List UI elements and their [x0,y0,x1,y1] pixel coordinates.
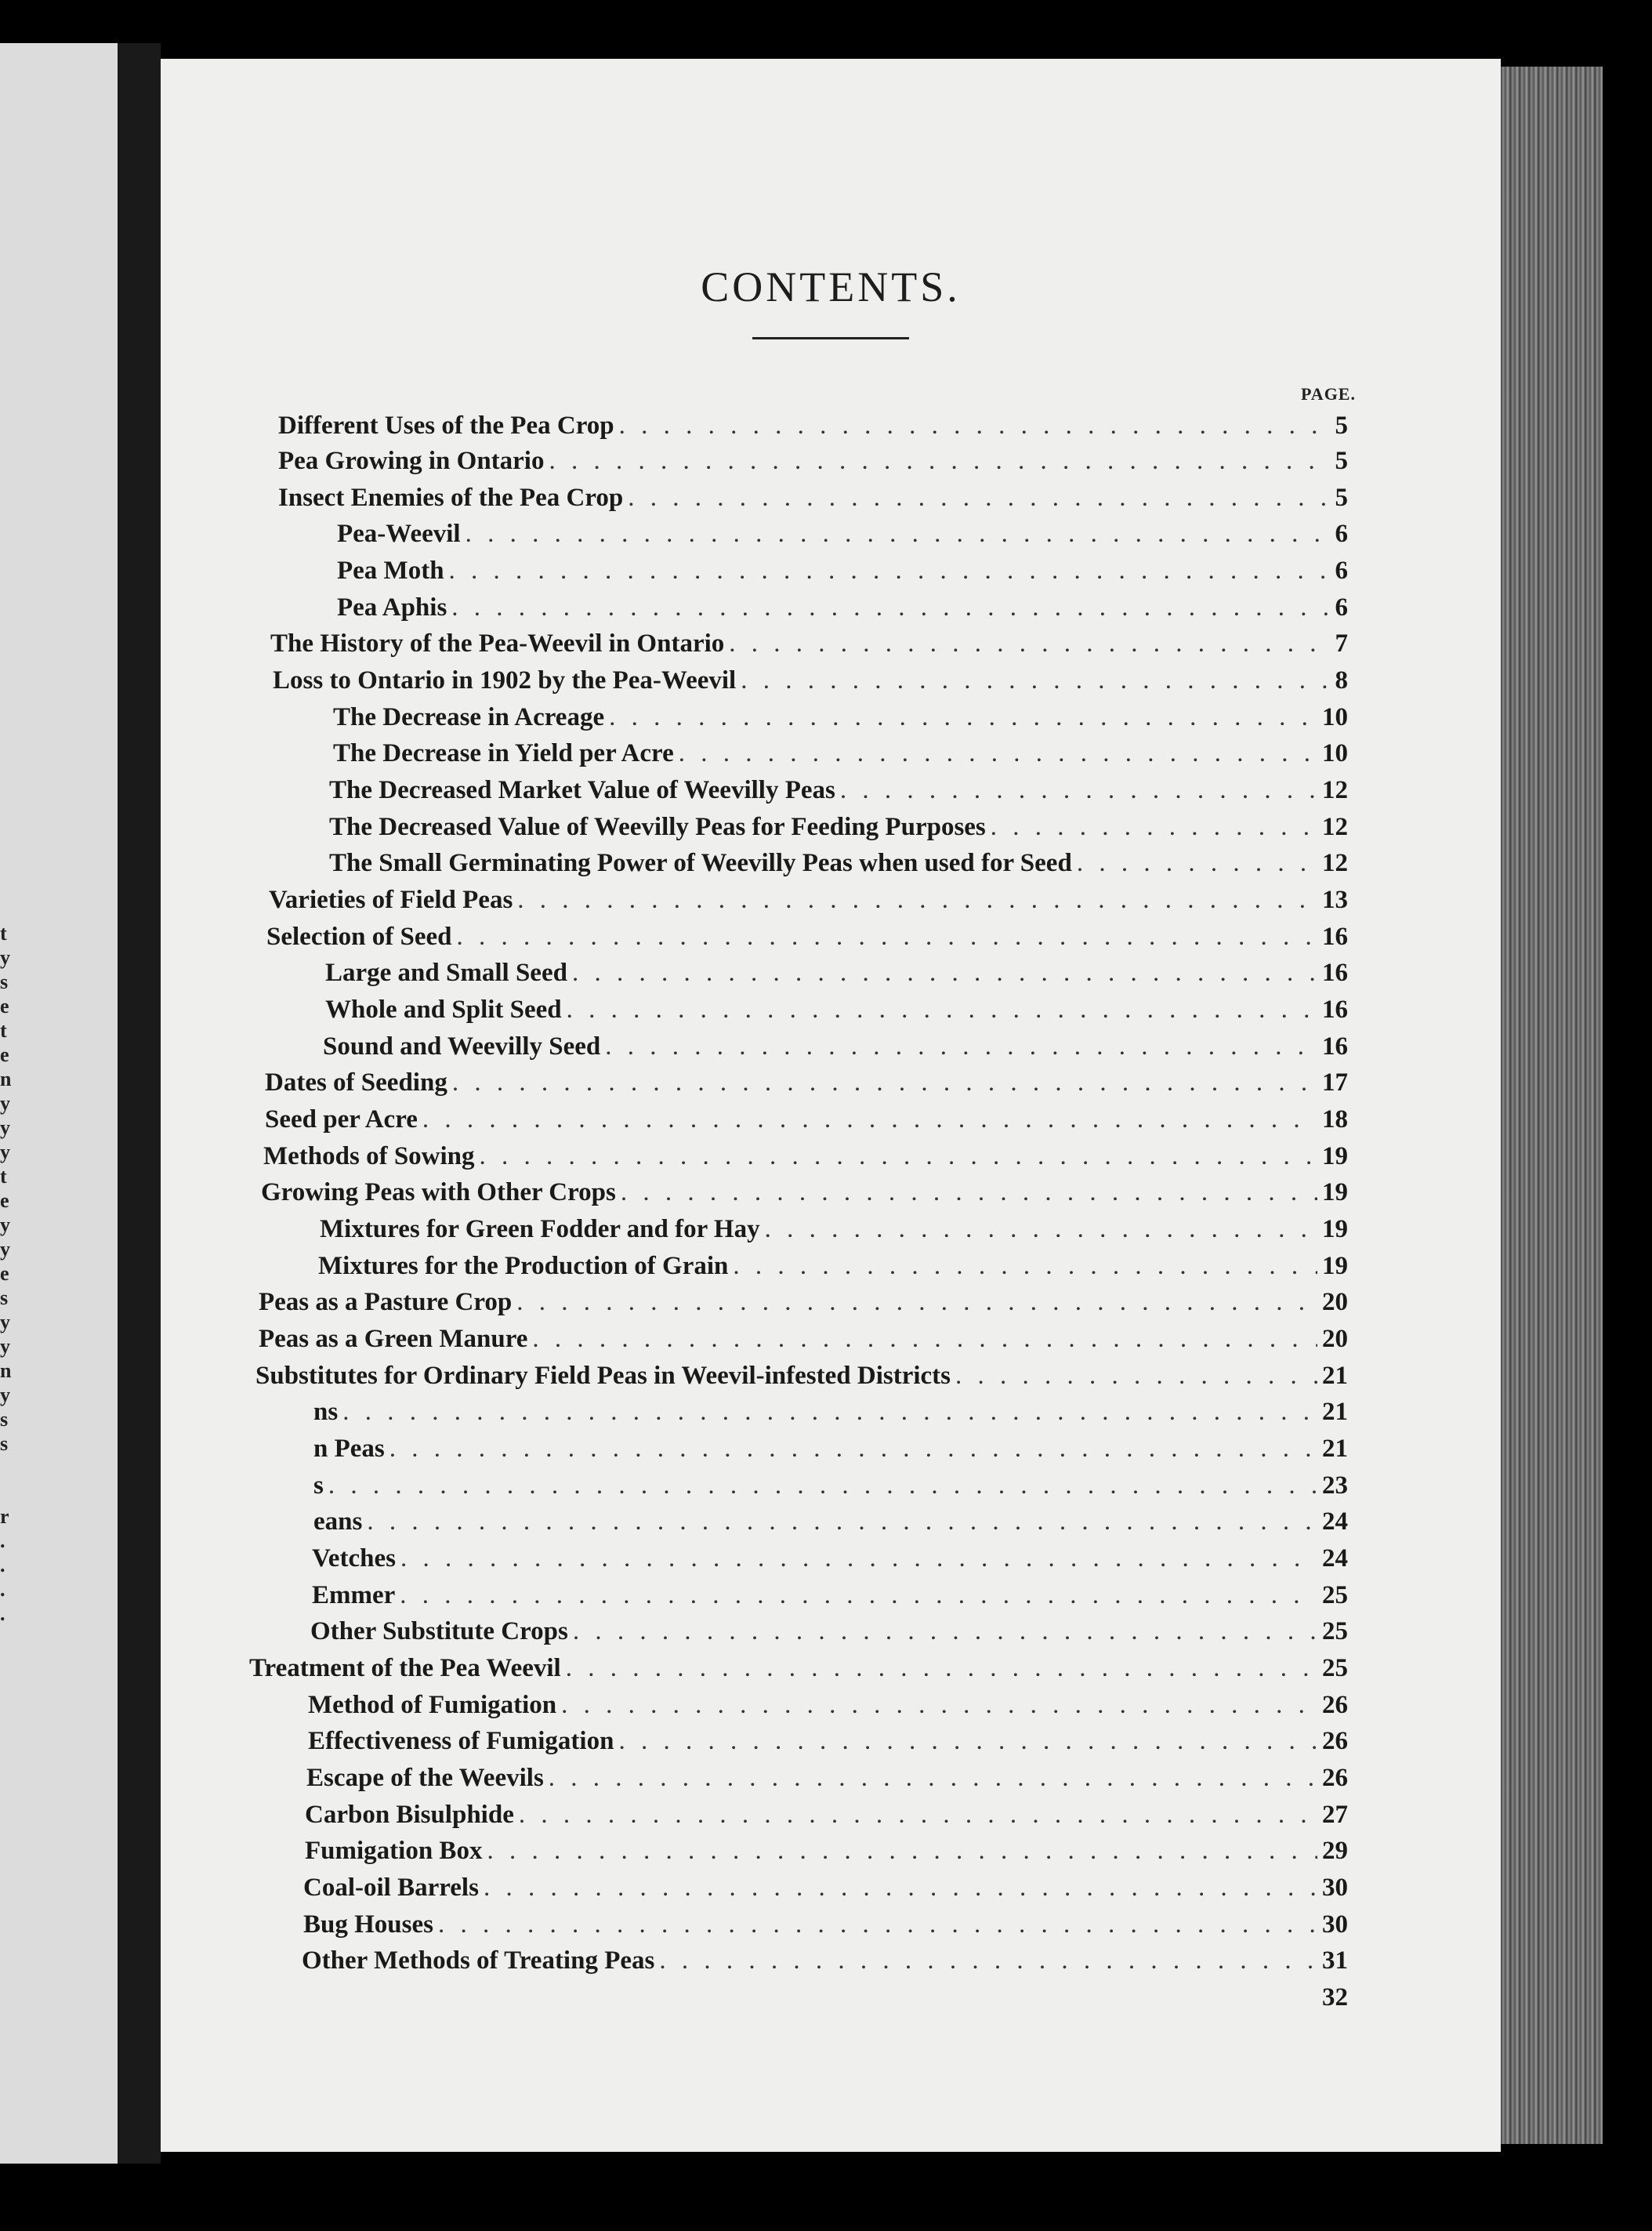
facing-page-fragment: y [0,1238,10,1261]
toc-entry[interactable] [329,813,1348,844]
toc-entry[interactable] [278,484,1348,515]
page-column-header: PAGE. [1301,384,1356,404]
toc-entry-title: Sound and Weevilly Seed [323,1032,601,1061]
toc-entry[interactable] [313,1398,1348,1429]
toc-entry-title: Bug Houses [303,1910,433,1939]
toc-entry-title: Methods of Sowing [263,1142,475,1170]
facing-page-fragment: t [0,1165,7,1188]
toc-entry-page-number: 12 [1322,849,1348,877]
toc-entry[interactable] [337,557,1348,588]
toc-entry[interactable] [302,1983,1348,2015]
toc-entry-page-number: 19 [1322,1252,1348,1280]
dot-leader [566,1654,1317,1683]
facing-page-fragment: y [0,1335,10,1358]
toc-entry[interactable] [255,1362,1348,1393]
page-fore-edge [1501,67,1603,2144]
toc-entry[interactable] [303,1874,1348,1905]
toc-entry-title: The Decreased Value of Weevilly Peas for Feeding Purposes [329,813,986,841]
book-gutter [118,43,161,2164]
facing-page-fragment: . [0,1529,5,1552]
toc-entry-page-number: 21 [1322,1398,1348,1426]
toc-entry-title: Pea-Weevil [337,520,461,548]
toc-entry-title: Effectiveness of Fumigation [308,1727,614,1755]
dot-leader [466,520,1331,549]
toc-entry-page-number: 21 [1322,1362,1348,1390]
title-rule [752,337,909,339]
facing-page-fragment: . [0,1602,5,1625]
facing-page-fragment [0,1456,16,1480]
toc-entry-page-number: 16 [1322,996,1348,1024]
toc-entry[interactable] [313,1435,1348,1466]
facing-page [0,43,133,2164]
dot-leader [729,629,1330,658]
dot-leader [342,1398,1317,1427]
dot-leader [733,1252,1317,1281]
toc-entry-title: Escape of the Weevils [306,1764,544,1792]
toc-entry-page-number: 25 [1322,1581,1348,1609]
facing-page-text [0,921,16,1626]
toc-entry-title: Mixtures for the Production of Grain [318,1252,729,1280]
dot-leader [572,959,1317,988]
facing-page-fragment: s [0,1286,9,1309]
toc-entry-page-number: 17 [1322,1068,1348,1097]
facing-page-fragment: e [0,1189,9,1212]
dot-leader [480,1142,1317,1171]
toc-entry-title: Mixtures for Green Fodder and for Hay [320,1215,760,1243]
facing-page-fragment: y [0,1092,10,1115]
toc-entry-page-number: 6 [1335,557,1348,585]
dot-leader [561,1691,1317,1720]
toc-entry-title: Method of Fumigation [308,1691,557,1719]
dot-leader [628,484,1330,513]
facing-page-fragment: e [0,1262,9,1285]
facing-page-fragment: n [0,1359,12,1382]
toc-entry-title: Loss to Ontario in 1902 by the Pea-Weevil [273,666,737,695]
toc-entry[interactable] [270,629,1348,661]
facing-page-fragment: t [0,922,7,945]
toc-entry-title: Growing Peas with Other Crops [261,1178,616,1206]
toc-entry-title: eans [313,1507,363,1536]
toc-entry-title: The History of the Pea-Weevil in Ontario [270,629,725,658]
toc-entry[interactable] [302,1946,1348,1978]
facing-page-fragment: n [0,1068,12,1090]
toc-entry[interactable] [337,593,1348,625]
toc-entry-title: Pea Moth [337,557,444,585]
toc-entry[interactable] [266,923,1348,954]
toc-entry-title: Coal-oil Barrels [303,1874,479,1902]
toc-entry-title: Pea Aphis [337,593,447,622]
toc-entry-page-number: 16 [1322,959,1348,987]
toc-entry-title: Fumigation Box [305,1837,483,1865]
dot-leader [741,666,1330,695]
toc-entry-page-number: 20 [1322,1288,1348,1316]
toc-entry-title: Other Substitute Crops [310,1617,568,1645]
toc-entry-page-number: 30 [1322,1874,1348,1902]
toc-entry[interactable] [333,739,1348,771]
toc-entry-page-number: 8 [1335,666,1348,695]
toc-entry[interactable] [308,1691,1348,1722]
toc-entry-title: Substitutes for Ordinary Field Peas in Weevil-infested Districts [255,1362,951,1390]
toc-entry-title: Varieties of Field Peas [269,886,513,914]
facing-page-fragment: s [0,970,9,993]
dot-leader [1077,849,1317,878]
toc-entry[interactable] [259,1325,1348,1356]
toc-entry-page-number: 6 [1335,520,1348,548]
dot-leader [487,1837,1317,1866]
toc-entry[interactable] [249,1654,1348,1685]
toc-entry-title: Selection of Seed [266,923,452,951]
toc-entry-page-number: 25 [1322,1654,1348,1682]
toc-entry-title: Treatment of the Pea Weevil [249,1654,561,1682]
facing-page-fragment: r [0,1505,9,1528]
facing-page-fragment: . [0,1554,5,1576]
toc-entry-page-number: 26 [1322,1727,1348,1755]
toc-entry[interactable] [313,1471,1348,1503]
toc-entry-page-number: 7 [1335,629,1348,658]
toc-entry[interactable] [273,666,1348,698]
toc-entry[interactable] [337,520,1348,551]
toc-entry[interactable] [278,447,1348,478]
toc-entry-title: Emmer [312,1581,396,1609]
dot-leader [389,1435,1317,1464]
toc-entry-title: The Decrease in Yield per Acre [333,739,674,767]
toc-entry-page-number: 19 [1322,1215,1348,1243]
toc-entry-title: Peas as a Pasture Crop [259,1288,513,1316]
toc-entry-title: Whole and Split Seed [325,996,562,1024]
toc-entry-page-number: 16 [1322,923,1348,951]
dot-leader [679,739,1317,768]
toc-entry-page-number: 24 [1322,1544,1348,1573]
toc-entry-title: s [313,1471,324,1500]
toc-entry-page-number: 30 [1322,1910,1348,1939]
toc-entry-page-number: 16 [1322,1032,1348,1061]
toc-entry[interactable] [265,1068,1348,1100]
dot-leader [955,1362,1317,1391]
dot-leader [367,1507,1317,1536]
dot-leader [567,996,1317,1025]
toc-entry[interactable] [325,959,1348,990]
toc-entry-page-number: 12 [1322,813,1348,841]
dot-leader [449,557,1331,586]
toc-entry-page-number: 26 [1322,1691,1348,1719]
facing-page-fragment: e [0,1043,9,1066]
dot-leader [765,1215,1317,1244]
toc-entry[interactable] [265,1105,1348,1137]
toc-entry-title: Peas as a Green Manure [259,1325,528,1353]
toc-entry-page-number: 10 [1322,739,1348,767]
dot-leader [438,1910,1317,1939]
toc-entry[interactable] [306,1764,1348,1795]
facing-page-fragment: y [0,946,10,969]
toc-entry[interactable] [263,1142,1348,1174]
dot-leader [573,1617,1317,1646]
facing-page-fragment: s [0,1432,9,1455]
dot-leader [618,1727,1317,1756]
dot-leader [991,813,1317,842]
toc-entry[interactable] [320,1215,1348,1246]
dot-leader [400,1581,1317,1610]
toc-entry-page-number: 18 [1322,1105,1348,1134]
toc-entry-title: Large and Small Seed [325,959,567,987]
toc-entry[interactable] [312,1544,1348,1576]
toc-entry[interactable] [303,1910,1348,1942]
facing-page-fragment: y [0,1116,10,1139]
toc-entry-page-number: 29 [1322,1837,1348,1865]
toc-entry[interactable] [305,1837,1348,1868]
dot-leader [519,1801,1317,1830]
toc-entry-page-number: 25 [1322,1617,1348,1645]
toc-entry-page-number: 19 [1322,1142,1348,1170]
toc-entry[interactable] [305,1801,1348,1832]
toc-entry-page-number: 5 [1335,447,1348,475]
dot-leader [422,1105,1317,1134]
dot-leader [484,1874,1317,1903]
toc-entry-page-number: 21 [1322,1435,1348,1463]
dot-leader [621,1178,1317,1207]
toc-entry[interactable] [318,1252,1348,1283]
toc-entry-page-number: 20 [1322,1325,1348,1353]
toc-entry-title: Different Uses of the Pea Crop [278,412,614,440]
toc-entry-title: Other Methods of Treating Peas [302,1946,655,1975]
dot-leader [532,1325,1317,1354]
toc-entry-page-number: 23 [1322,1471,1348,1500]
facing-page-fragment: y [0,1311,10,1333]
dot-leader [452,1068,1317,1097]
facing-page-fragment: y [0,1213,10,1236]
toc-entry-title: ns [313,1398,339,1426]
toc-entry-page-number: 13 [1322,886,1348,914]
toc-entry-page-number: 24 [1322,1507,1348,1536]
toc-entry[interactable] [323,1032,1348,1064]
toc-entry-page-number: 27 [1322,1801,1348,1829]
dot-leader [840,776,1317,805]
toc-entry[interactable] [308,1727,1348,1758]
toc-entry-title: n Peas [313,1435,385,1463]
toc-entry-page-number: 32 [1322,1983,1348,2012]
toc-entry-title: Insect Enemies of the Pea Crop [278,484,624,512]
toc-entry-page-number: 10 [1322,703,1348,731]
toc-entry[interactable] [329,776,1348,807]
toc-entry-page-number: 26 [1322,1764,1348,1792]
facing-page-fragment [0,1480,16,1504]
facing-page-fragment: e [0,995,9,1018]
toc-entry-title: The Decrease in Acreage [333,703,605,731]
dot-leader [549,1764,1317,1793]
toc-entry-title: Pea Growing in Ontario [278,447,545,475]
facing-page-fragment: y [0,1384,10,1406]
toc-entry-title: Carbon Bisulphide [305,1801,514,1829]
toc-entry-title: Seed per Acre [265,1105,418,1134]
toc-entry-page-number: 5 [1335,412,1348,440]
toc-entry-title: Dates of Seeding [265,1068,447,1097]
toc-entry[interactable] [261,1178,1348,1210]
toc-entry[interactable] [329,849,1348,880]
dot-leader [619,412,1331,441]
toc-entry[interactable] [310,1617,1348,1649]
toc-entry-page-number: 31 [1322,1946,1348,1975]
dot-leader [516,1288,1317,1317]
toc-entry[interactable] [269,886,1348,917]
toc-entry-page-number: 6 [1335,593,1348,622]
dot-leader [451,593,1330,622]
dot-leader [609,703,1317,732]
toc-entry[interactable] [313,1507,1348,1539]
facing-page-fragment: . [0,1578,5,1601]
dot-leader [605,1032,1317,1061]
toc-entry-page-number: 19 [1322,1178,1348,1206]
page-title: CONTENTS. [701,263,961,310]
facing-page-fragment: s [0,1408,9,1431]
toc-entry-page-number: 12 [1322,776,1348,804]
toc-entry[interactable] [325,996,1348,1027]
facing-page-fragment: y [0,1141,10,1163]
dot-leader [549,447,1330,476]
toc-entry[interactable] [259,1288,1348,1319]
dot-leader [456,923,1317,952]
dot-leader [328,1471,1317,1500]
toc-entry-title: Vetches [312,1544,396,1573]
toc-entry-title: The Small Germinating Power of Weevilly Peas when used for Seed [329,849,1072,877]
toc-entry-page-number: 5 [1335,484,1348,512]
toc-entry[interactable] [312,1581,1348,1612]
toc-entry[interactable] [278,412,1348,443]
dot-leader [517,886,1317,915]
dot-leader [659,1946,1317,1975]
toc-entry-title: The Decreased Market Value of Weevilly Peas [329,776,835,804]
dot-leader [400,1544,1317,1573]
facing-page-fragment: t [0,1019,7,1042]
toc-entry[interactable] [333,703,1348,735]
